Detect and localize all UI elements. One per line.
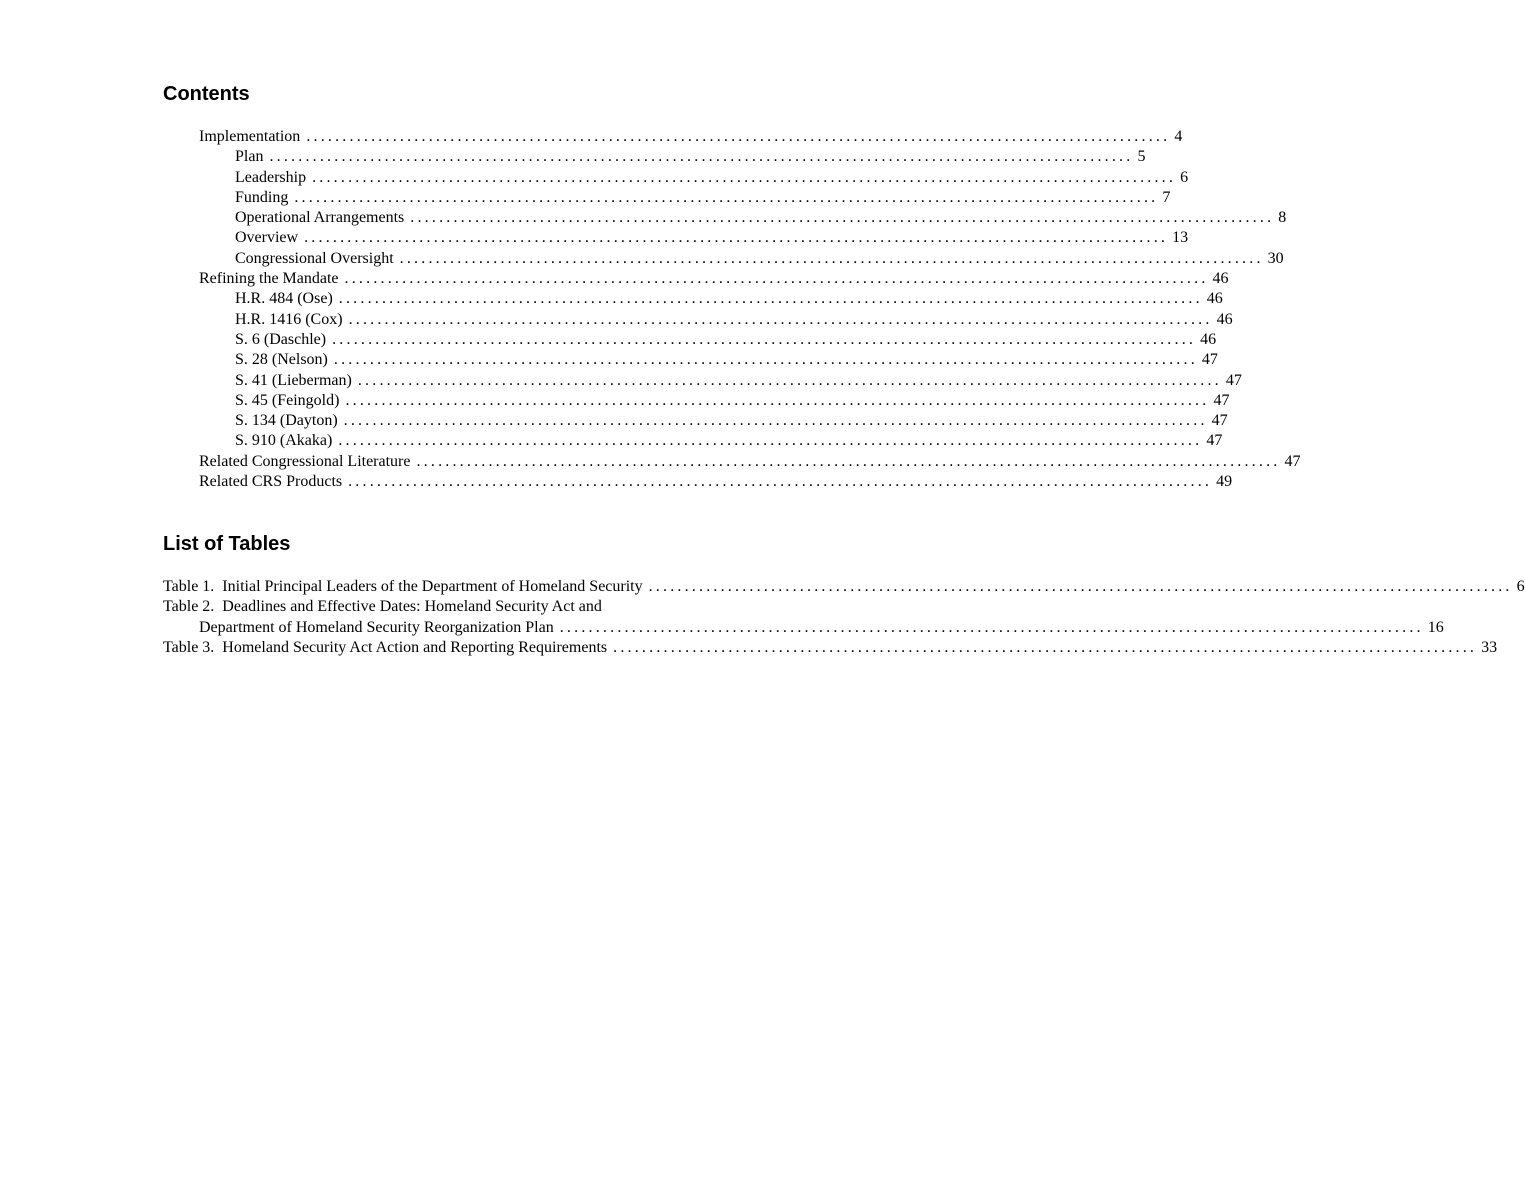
list-of-tables (163, 577, 1525, 658)
toc-entry-title: Related Congressional Literature (199, 452, 411, 470)
dot-leader: ........................................................................................................................ (613, 638, 1478, 656)
toc-entry-title: Congressional Oversight (235, 249, 394, 267)
toc-entry-page: 4 (1174, 128, 1183, 145)
table-entry[interactable] (163, 577, 1525, 597)
dot-leader: ........................................................................................................................ (410, 209, 1275, 227)
contents-heading: Contents (163, 83, 250, 105)
toc-entry-page: 7 (1162, 188, 1171, 206)
dot-leader: ........................................................................................................................ (345, 391, 1210, 409)
toc-entry[interactable] (163, 127, 1183, 147)
toc-entry-title: S. 6 (Daschle) (235, 330, 327, 348)
toc-entry[interactable] (163, 391, 1230, 411)
toc-entry-page: 30 (1267, 249, 1284, 267)
toc-entry-title: S. 28 (Nelson) (235, 351, 328, 369)
toc-entry-title: Implementation (199, 128, 301, 145)
toc-entry-page: 47 (1225, 371, 1242, 389)
toc-entry-page: 46 (1212, 270, 1229, 288)
toc-entry[interactable] (163, 452, 1301, 472)
toc-entry-title: Refining the Mandate (199, 270, 339, 288)
toc-entry-page: 47 (1201, 351, 1218, 369)
dot-leader: ........................................................................................................................ (338, 432, 1203, 450)
dot-leader: ........................................................................................................................ (416, 452, 1281, 470)
toc-entry-title: Funding (235, 188, 289, 206)
table-entry-title: Table 1. Initial Principal Leaders of the Department of Homeland Security (163, 578, 643, 595)
toc-entry[interactable] (163, 269, 1229, 289)
table-entry-title: Table 2. Deadlines and Effective Dates: Homeland Security Act and (163, 598, 602, 616)
toc-entry-page: 47 (1284, 452, 1301, 470)
toc-entry[interactable] (163, 168, 1189, 188)
dot-leader: ........................................................................................................................ (338, 290, 1203, 308)
toc-entry[interactable] (163, 350, 1218, 370)
dot-leader: ........................................................................................................................ (269, 148, 1134, 166)
toc-entry-title: Leadership (235, 168, 307, 186)
toc-entry-title: S. 134 (Dayton) (235, 412, 338, 430)
toc-entry-page: 46 (1206, 290, 1223, 308)
toc-entry[interactable] (163, 371, 1242, 391)
toc-entry-title: S. 41 (Lieberman) (235, 371, 352, 389)
table-entry-page: 33 (1481, 638, 1498, 656)
table-entry-title: Table 3. Homeland Security Act Action and Reporting Requirements (163, 638, 608, 656)
dot-leader: ........................................................................................................................ (344, 270, 1209, 288)
toc-entry-title: Operational Arrangements (235, 209, 405, 227)
toc-entry[interactable] (163, 188, 1171, 208)
toc-entry-page: 47 (1211, 412, 1228, 430)
table-entry-page: 6 (1516, 578, 1525, 595)
dot-leader: ........................................................................................................................ (648, 578, 1513, 595)
dot-leader: ........................................................................................................................ (312, 168, 1177, 186)
toc-entry-page: 5 (1137, 148, 1146, 166)
toc-entry-title: S. 910 (Akaka) (235, 432, 333, 450)
toc-entry-page: 13 (1172, 229, 1189, 247)
toc-entry-page: 47 (1213, 391, 1230, 409)
toc-entry-page: 46 (1216, 310, 1233, 328)
table-entry-title-cont: Department of Homeland Security Reorganization Plan (199, 618, 554, 636)
dot-leader: ........................................................................................................................ (559, 618, 1424, 636)
toc-entry-page: 46 (1200, 330, 1217, 348)
toc-entry-title: Plan (235, 148, 264, 166)
list-of-tables-heading: List of Tables (163, 533, 291, 555)
toc-entry-page: 49 (1216, 473, 1233, 491)
toc-entry-page: 47 (1206, 432, 1223, 450)
dot-leader: ........................................................................................................................ (333, 351, 1198, 369)
table-entry-page: 16 (1427, 618, 1444, 636)
toc-entry-title: H.R. 484 (Ose) (235, 290, 333, 308)
table-entry[interactable] (163, 597, 1444, 638)
dot-leader: ........................................................................................................................ (348, 473, 1213, 491)
toc-entry-title: S. 45 (Feingold) (235, 391, 340, 409)
dot-leader: ........................................................................................................................ (306, 128, 1171, 145)
dot-leader: ........................................................................................................................ (332, 330, 1197, 348)
dot-leader: ........................................................................................................................ (343, 412, 1208, 430)
dot-leader: ........................................................................................................................ (399, 249, 1264, 267)
dot-leader: ........................................................................................................................ (357, 371, 1222, 389)
toc-entry[interactable] (163, 208, 1287, 228)
toc-entry[interactable] (163, 472, 1233, 492)
toc-entry-title: H.R. 1416 (Cox) (235, 310, 343, 328)
toc-entry-title: Related CRS Products (199, 473, 343, 491)
toc-entry[interactable] (163, 431, 1223, 451)
dot-leader: ........................................................................................................................ (304, 229, 1169, 247)
toc-entry[interactable] (163, 310, 1233, 330)
toc-entry[interactable] (163, 330, 1217, 350)
table-entry[interactable] (163, 638, 1498, 658)
dot-leader: ........................................................................................................................ (348, 310, 1213, 328)
toc-entry[interactable] (163, 147, 1146, 167)
toc-entry[interactable] (163, 411, 1228, 431)
toc-entry-title: Overview (235, 229, 299, 247)
toc-entry-page: 8 (1278, 209, 1287, 227)
toc-entry[interactable] (163, 228, 1189, 248)
toc-entry-page: 6 (1180, 168, 1189, 186)
dot-leader: ........................................................................................................................ (294, 188, 1159, 206)
toc-entry[interactable] (163, 289, 1223, 309)
toc-entry[interactable] (163, 249, 1284, 269)
contents-list (163, 127, 1301, 492)
